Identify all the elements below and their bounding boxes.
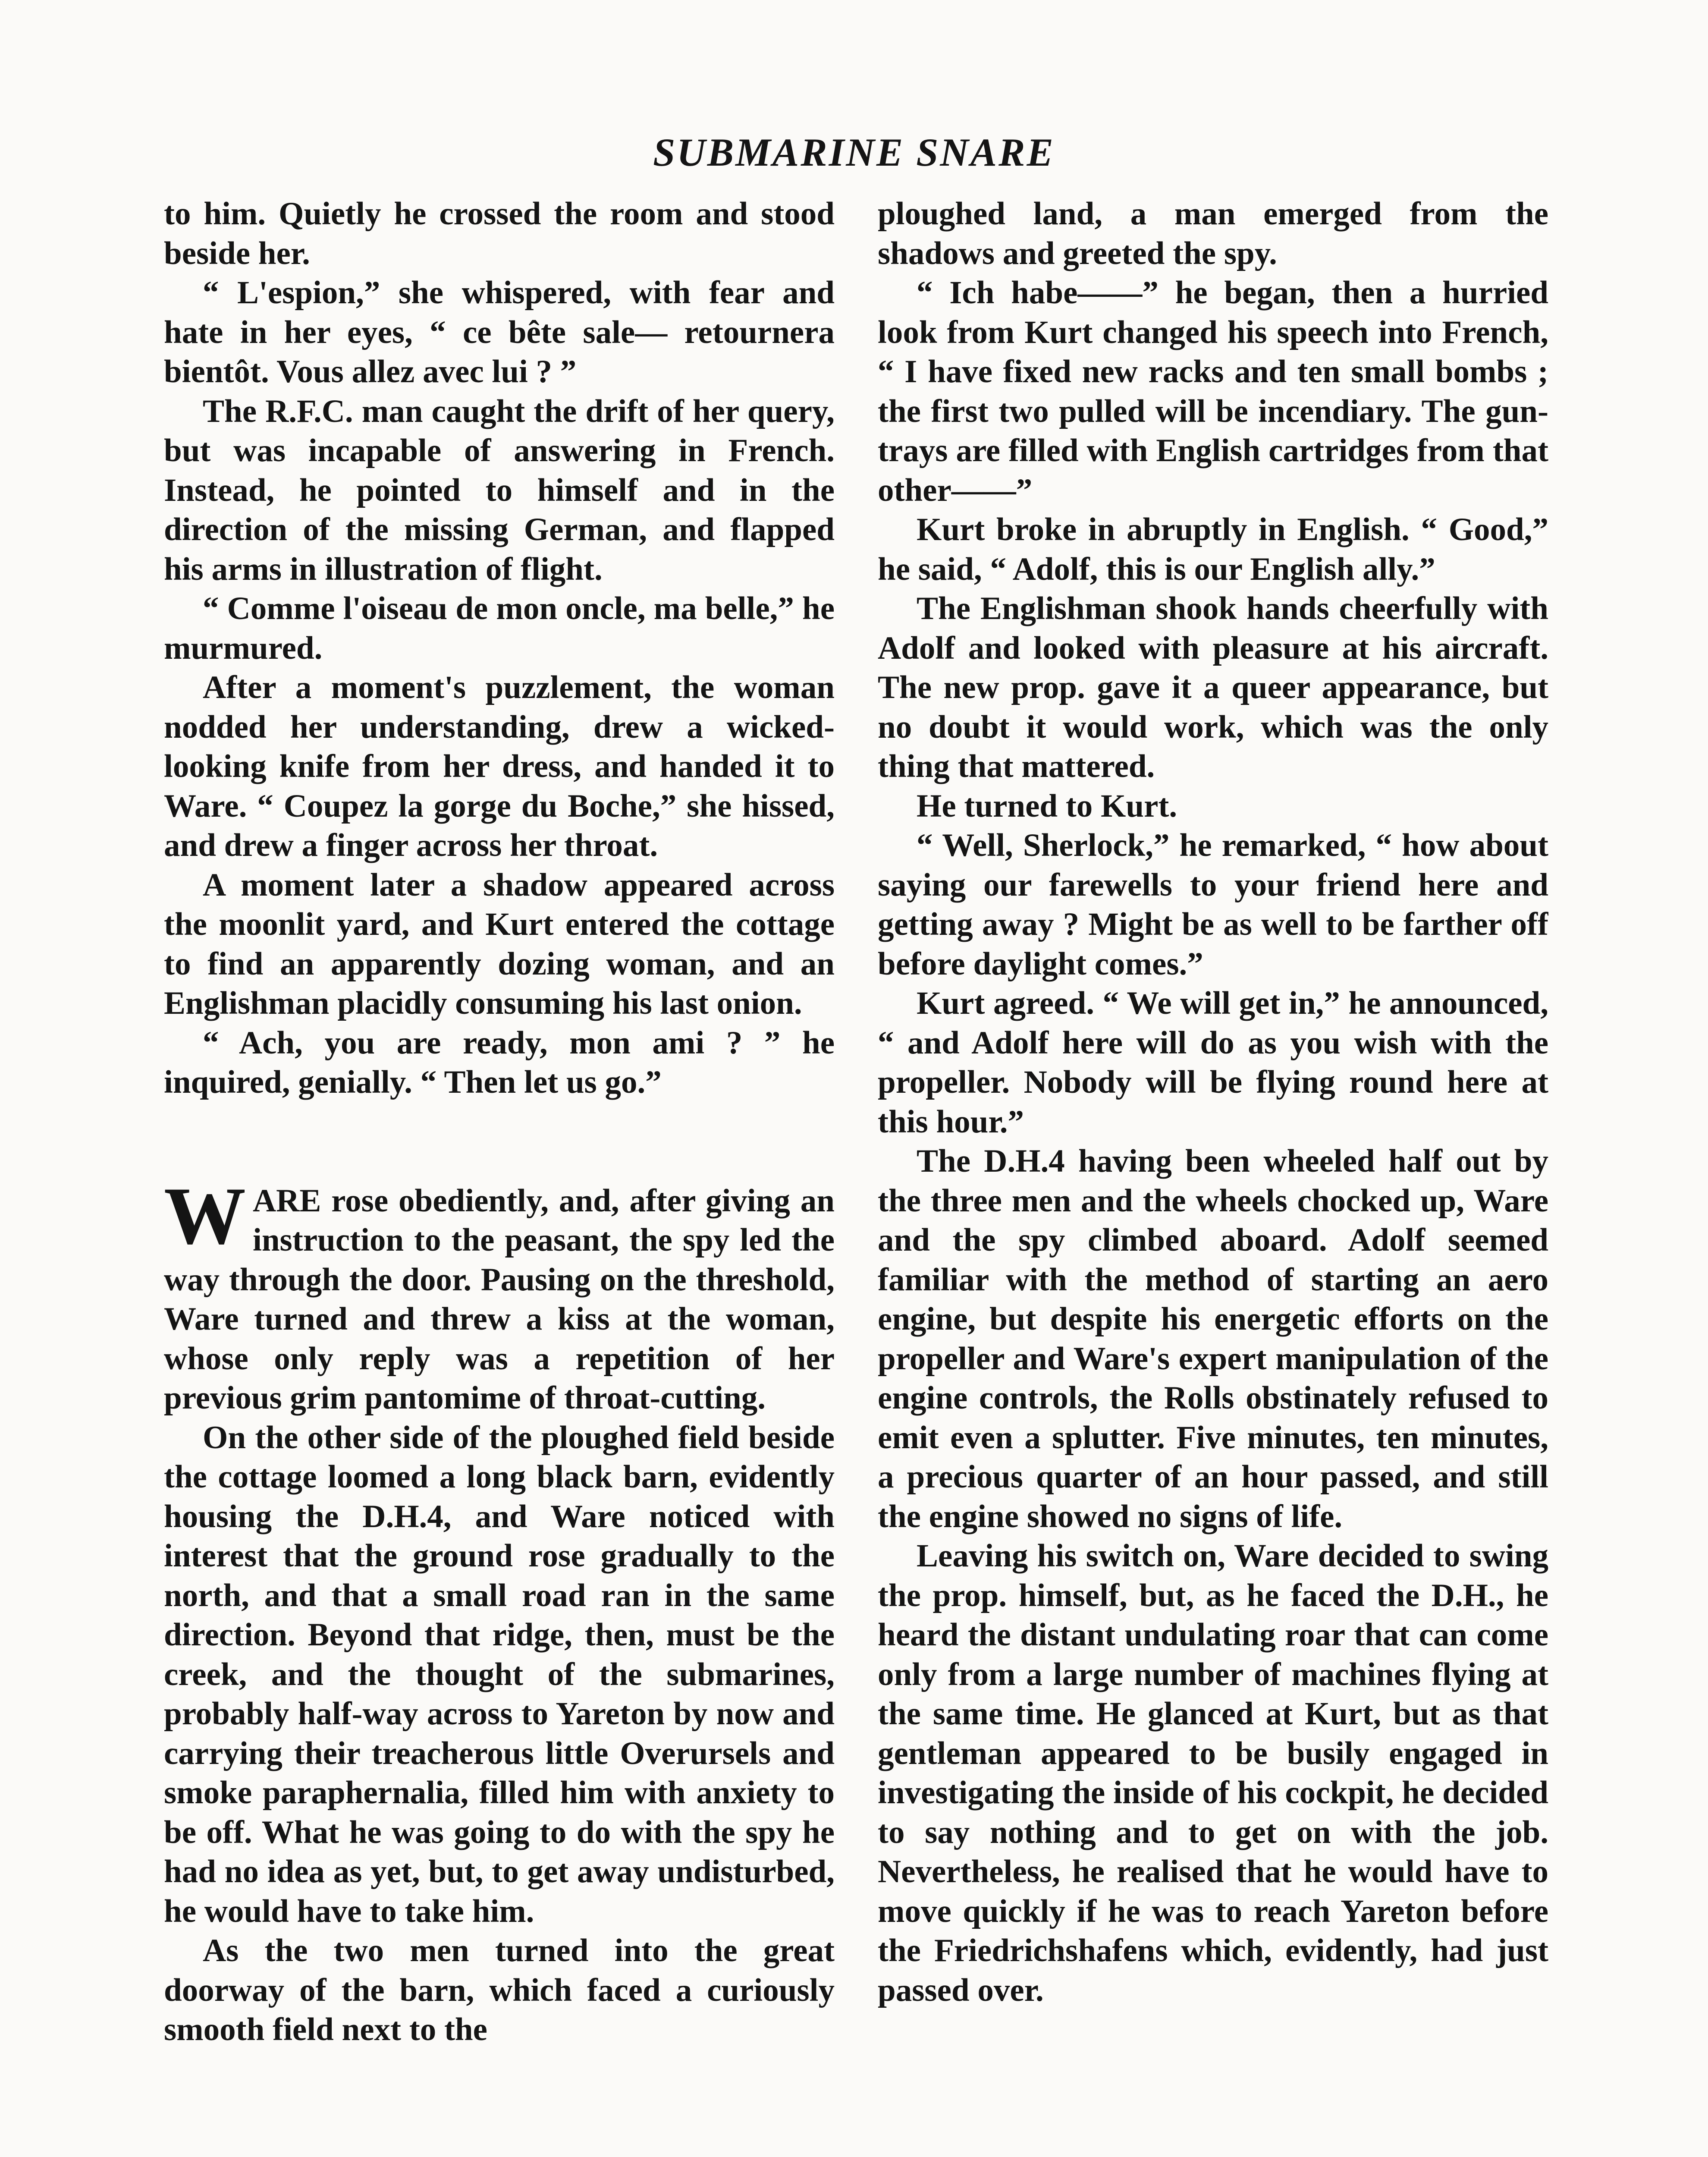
paragraph: On the other side of the ploughed field beside the cottage loomed a long black barn, evidently housing the D.H.4, and Ware noticed with interest that the ground rose gradually to the north, and that a small road ran in the same direction. Beyond that ridge, then, must be the creek, and the thought of the submarines, probably half-way across to Yareton by now and carrying their treacherous little Overursels and smoke paraphernalia, filled him with anxiety to be off. What he was going to do with the spy he had no idea as yet, but, to get away undisturbed, he would have to take him. — [164, 1419, 835, 1929]
paragraph: “ Ich habe——” he began, then a hurried look from Kurt changed his speech into French, “ I have fixed new racks and ten small bombs ; the first two pulled will be incendiary. The gun-trays are filled with English cartridges from that other——” — [878, 275, 1548, 508]
left-column — [164, 194, 835, 2157]
page-title: SUBMARINE SNARE — [653, 130, 1055, 174]
paragraph: ploughed land, a man emerged from the shadows and greeted the spy. — [878, 196, 1548, 271]
paragraph: “ Comme l'oiseau de mon oncle, ma belle,” he murmured. — [164, 591, 835, 666]
right-column — [878, 194, 1548, 2157]
section-break — [164, 1102, 835, 1181]
paragraph: The R.F.C. man caught the drift of her query, but was incapable of answering in French. Instead, he pointed to himself and in the direction of the missing German, and flapped his arms in illustration of flight. — [164, 393, 835, 587]
paragraph: to him. Quietly he crossed the room and stood beside her. — [164, 196, 835, 271]
paragraph: “ Ach, you are ready, mon ami ? ” he inquired, genially. “ Then let us go.” — [164, 1025, 835, 1100]
section-opening-paragraph — [164, 1170, 835, 1418]
paragraph: “ L'espion,” she whispered, with fear and hate in her eyes, “ ce bête sale— retournera bientôt. Vous allez avec lui ? ” — [164, 275, 835, 390]
paragraph: Kurt broke in abruptly in English. “ Good,” he said, “ Adolf, this is our English ally.” — [878, 512, 1548, 587]
paragraph: A moment later a shadow appeared across the moonlit yard, and Kurt entered the cottage to find an apparently dozing woman, and an Englishman placidly consuming his last onion. — [164, 867, 835, 1021]
paragraph: Leaving his switch on, Ware decided to swing the prop. himself, but, as he faced the D.H., he heard the distant undulating roar that can come only from a large number of machines flying at the same time. He glanced at Kurt, but as that gentleman appeared to be busily engaged in investigating the inside of his cockpit, he decided to say nothing and to get on with the job. Nevertheless, he realised that he would have to move quickly if he was to reach Yareton before the Friedrichshafens which, evidently, had just passed over. — [878, 1538, 1548, 2008]
section-opening-text: ARE rose obediently, and, after giving an instruction to the peasant, the spy led the way through the door. Pausing on the threshold, Ware turned and threw a kiss at the woman, whose only reply was a repetition of her previous grim pantomime of throat-cutting. — [164, 1182, 835, 1416]
paragraph: The Englishman shook hands cheerfully with Adolf and looked with pleasure at his aircraft. The new prop. gave it a queer appearance, but no doubt it would work, which was the only thing that mattered. — [878, 591, 1548, 784]
paragraph: The D.H.4 having been wheeled half out by the three men and the wheels chocked up, Ware and the spy climbed aboard. Adolf seemed familiar with the method of starting an aero engine, but despite his energetic efforts on the propeller and Ware's expert manipulation of the engine controls, the Rolls obstinately refused to emit even a splutter. Five minutes, ten minutes, a precious quarter of an hour passed, and still the engine showed no signs of life. — [878, 1143, 1548, 1534]
paragraph: Kurt agreed. “ We will get in,” he announced, “ and Adolf here will do as you wish with the propeller. Nobody will be flying round here at this hour.” — [878, 985, 1548, 1140]
paragraph: He turned to Kurt. — [917, 788, 1177, 824]
paragraph: “ Well, Sherlock,” he remarked, “ how about saying our farewells to your friend here and getting away ? Might be as well to be farther off before daylight comes.” — [878, 827, 1548, 982]
paragraph: As the two men turned into the great doorway of the barn, which faced a curiously smooth field next to the — [164, 1933, 835, 2047]
drop-cap: W — [164, 1170, 246, 1261]
paragraph: After a moment's puzzlement, the woman nodded her understanding, drew a wicked-looking knife from her dress, and handed it to Ware. “ Coupez la gorge du Boche,” she hissed, and drew a finger across her throat. — [164, 670, 835, 863]
